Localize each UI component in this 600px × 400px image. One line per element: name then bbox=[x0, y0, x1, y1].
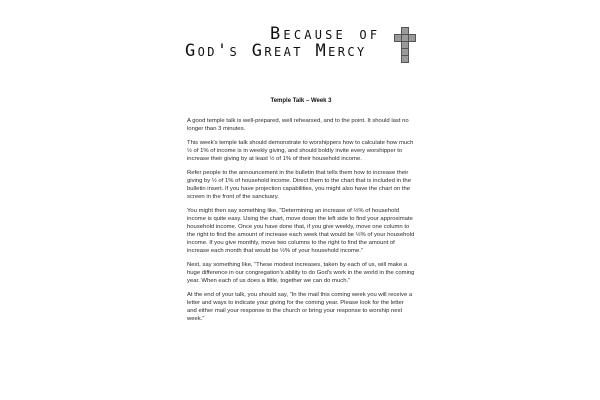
paragraph-modest-increases: Next, say something like, “These modest increases, taken by each of us, will make a huge difference in our congregation's ability to do God's work in the world in the coming year. When each of us does a little, together we can do much.” bbox=[187, 262, 415, 284]
paragraph-bulletin: Refer people to the announcement in the bulletin that tells them how to increase their giving by ½ of 1% of household income. Direct them to the chart that is included in the bulletin insert. If you have projection capabilities, you might also have the chart on the screen in the front of the sanctuary. bbox=[187, 170, 411, 200]
paragraph-purpose: This week's temple talk should demonstrate to worshippers how to calculate how much ½ of 1% of income is in weekly giving, and should boldly invite every worshipper to increase their giving by at least ½ of 1% of their household income. bbox=[187, 140, 414, 162]
paragraph-chart-instructions: You might then say something like, “Determining an increase of ½% of household income is quite easy. Using the chart, move down the left side to find your approximate household income. Once you have done that, if you give weekly, move one column to the right to find the amount of increase each week that would be ½% of your household income. If you give monthly, move two columns to the right to find the amount of increase each month that would be ½% of your household income.” bbox=[187, 208, 415, 254]
document-body bbox=[187, 97, 415, 329]
paragraph-intro: A good temple talk is well-prepared, well rehearsed, and to the point. It should last no longer than 3 minutes. bbox=[187, 118, 409, 132]
header-title-line1: Because of bbox=[270, 24, 381, 44]
page-header bbox=[0, 0, 600, 80]
document-title: Temple Talk – Week 3 bbox=[270, 98, 332, 104]
paragraph-closing: At the end of your talk, you should say, “In the mail this coming week you will receive a letter and ways to indicate your giving for the coming year. Please look for the letter and either mail your response to the church or bring your response to worship next week.” bbox=[187, 292, 413, 322]
cross-icon bbox=[394, 27, 415, 63]
header-title-line2: God's Great Mercy bbox=[185, 41, 367, 61]
